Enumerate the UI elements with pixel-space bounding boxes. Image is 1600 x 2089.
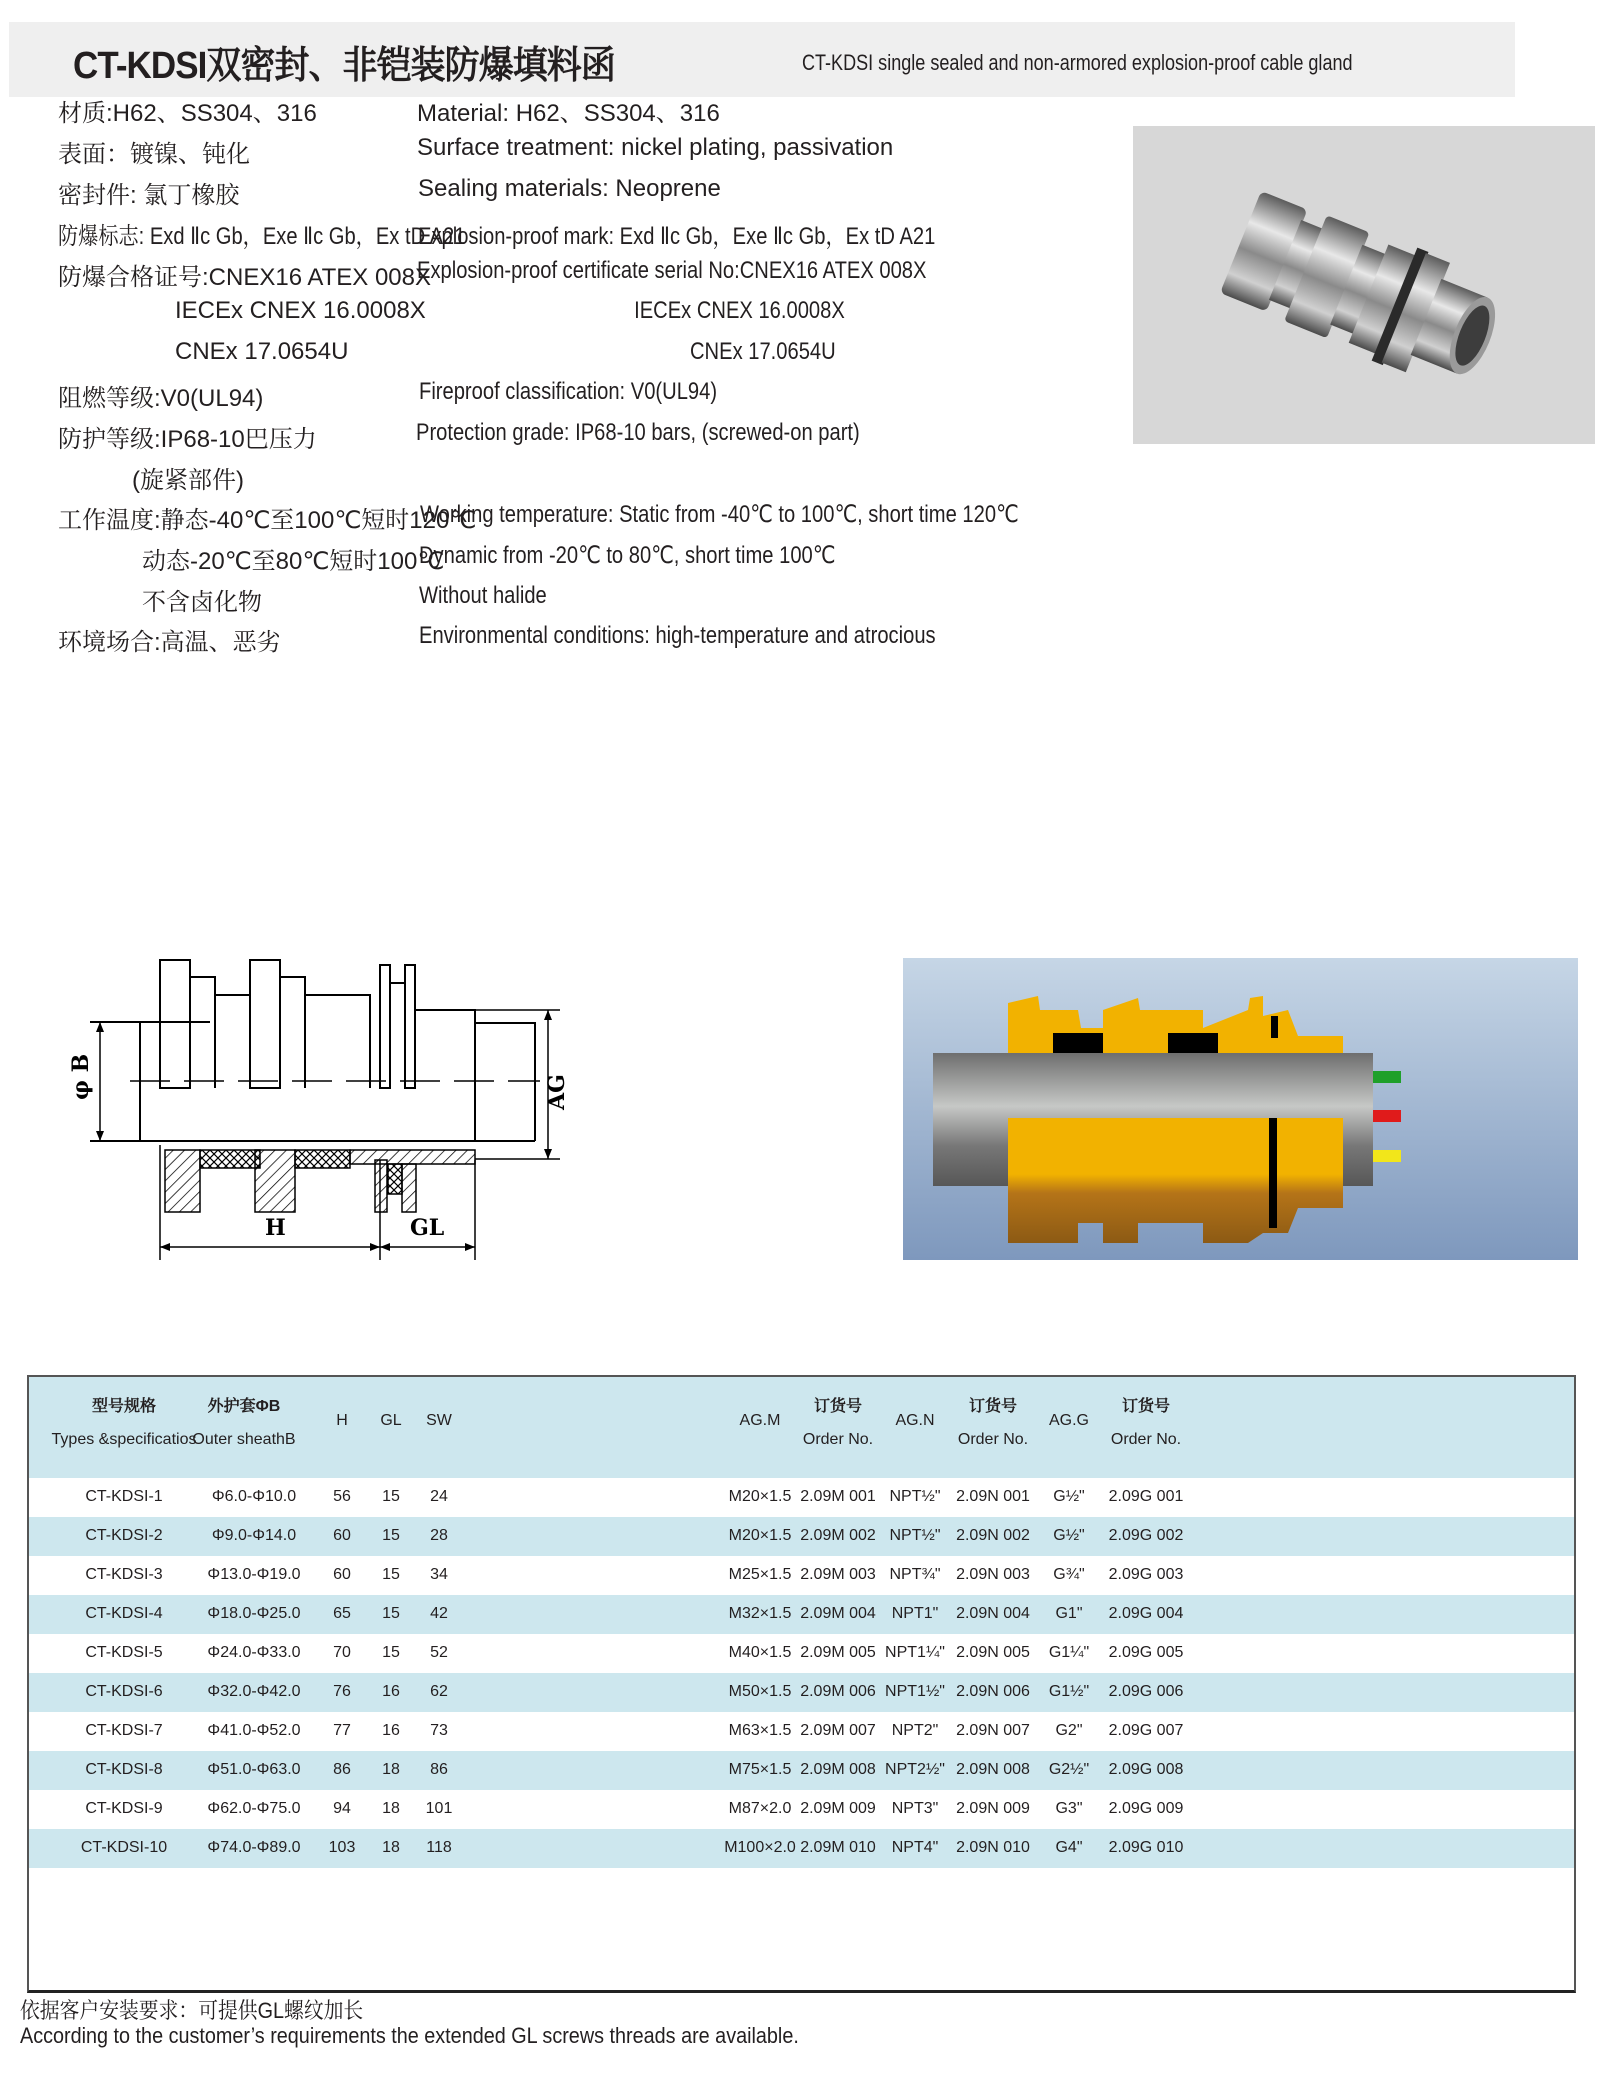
- cell-om: 2.09M 004: [800, 1605, 876, 1622]
- cell-og: 2.09G 005: [1108, 1644, 1184, 1661]
- cell-agn: NPT½": [889, 1527, 941, 1544]
- cell-og: 2.09G 001: [1108, 1488, 1184, 1505]
- cell-og: 2.09G 003: [1108, 1566, 1184, 1583]
- cell-agn: NPT3": [891, 1800, 939, 1817]
- th-order-cn-m: 订货号: [813, 1398, 863, 1415]
- spec-en-temp-dynamic: Dynamic from -20℃ to 80℃, short time 100℃: [419, 542, 836, 569]
- cell-og: 2.09G 009: [1108, 1800, 1184, 1817]
- cell-sheath: Φ6.0-Φ10.0: [211, 1488, 297, 1505]
- th-sheath-en: Outer sheathB: [192, 1431, 296, 1448]
- table-row: [29, 1517, 1574, 1556]
- cell-type: CT-KDSI-2: [85, 1527, 163, 1544]
- table-row: [29, 1712, 1574, 1751]
- cell-sw: 73: [430, 1722, 448, 1739]
- cell-type: CT-KDSI-4: [85, 1605, 163, 1622]
- cell-og: 2.09G 002: [1108, 1527, 1184, 1544]
- table-row: [29, 1478, 1574, 1517]
- cell-type: CT-KDSI-1: [85, 1488, 163, 1505]
- cell-on: 2.09N 002: [956, 1527, 1030, 1544]
- th-agm: AG.M: [739, 1412, 781, 1429]
- cell-h: 60: [333, 1566, 351, 1583]
- cell-agm: M32×1.5: [728, 1605, 792, 1622]
- spec-cn-iecex: IECEx CNEX 16.0008X: [175, 297, 426, 324]
- th-h: H: [336, 1412, 348, 1429]
- cell-om: 2.09M 006: [800, 1683, 876, 1700]
- cell-gl: 15: [382, 1605, 400, 1622]
- cell-og: 2.09G 006: [1108, 1683, 1184, 1700]
- cell-gl: 16: [382, 1683, 400, 1700]
- cell-sheath: Φ62.0-Φ75.0: [207, 1800, 301, 1817]
- cell-sw: 118: [426, 1839, 452, 1856]
- cell-type: CT-KDSI-5: [85, 1644, 163, 1661]
- spec-cn-temp-dynamic: 动态-20℃至80℃短时100℃: [142, 548, 445, 575]
- spec-cn-certificate: 防爆合格证号:CNEX16 ATEX 008X: [58, 264, 432, 291]
- cell-sheath: Φ74.0-Φ89.0: [207, 1839, 301, 1856]
- cell-og: 2.09G 008: [1108, 1761, 1184, 1778]
- cell-sheath: Φ13.0-Φ19.0: [207, 1566, 301, 1583]
- cell-type: CT-KDSI-9: [85, 1800, 163, 1817]
- spec-en-iecex: IECEx CNEX 16.0008X: [634, 297, 845, 324]
- spec-en-material: Material: H62、SS304、316: [417, 100, 720, 127]
- spec-cn-protection-note: (旋紧部件): [132, 467, 244, 494]
- cell-agg: G½": [1053, 1488, 1085, 1505]
- cell-om: 2.09M 003: [800, 1566, 876, 1583]
- cell-agg: G1½": [1048, 1683, 1090, 1700]
- cell-om: 2.09M 010: [800, 1839, 876, 1856]
- cell-sheath: Φ24.0-Φ33.0: [207, 1644, 301, 1661]
- cell-agg: G¾": [1053, 1566, 1085, 1583]
- cell-agm: M87×2.0: [728, 1800, 792, 1817]
- cell-sheath: Φ32.0-Φ42.0: [207, 1683, 301, 1700]
- cell-agn: NPT2": [891, 1722, 939, 1739]
- label-gl: GL: [410, 1215, 445, 1241]
- table-header: [29, 1377, 1574, 1478]
- cell-sw: 24: [430, 1488, 448, 1505]
- th-order-en-g: Order No.: [1110, 1431, 1182, 1448]
- cell-h: 65: [333, 1605, 351, 1622]
- cell-gl: 15: [382, 1527, 400, 1544]
- cross-section-render: [903, 958, 1578, 1260]
- cell-on: 2.09N 005: [956, 1644, 1030, 1661]
- cell-agm: M100×2.0: [724, 1839, 796, 1856]
- cell-agg: G1¼": [1048, 1644, 1090, 1661]
- th-agn: AG.N: [895, 1412, 935, 1429]
- th-order-en-n: Order No.: [957, 1431, 1029, 1448]
- cell-agn: NPT4": [891, 1839, 939, 1856]
- table-row: [29, 1829, 1574, 1868]
- spec-en-protection: Protection grade: IP68-10 bars, (screwed-on part): [416, 419, 860, 446]
- cell-gl: 18: [382, 1761, 400, 1778]
- cell-on: 2.09N 004: [956, 1605, 1030, 1622]
- spec-en-ex-mark: Explosion-proof mark: Exd Ⅱc Gb，Exe Ⅱc Gb，Ex tD A21: [418, 223, 936, 250]
- cell-om: 2.09M 008: [800, 1761, 876, 1778]
- cell-agn: NPT1": [891, 1605, 939, 1622]
- cell-om: 2.09M 005: [800, 1644, 876, 1661]
- cell-agn: NPT2½": [885, 1761, 945, 1778]
- table-row: [29, 1556, 1574, 1595]
- th-type-en: Types &specificatios: [51, 1431, 197, 1448]
- page-title: CT-KDSI双密封、非铠装防爆填料函: [73, 45, 615, 87]
- cell-agg: G½": [1053, 1527, 1085, 1544]
- cell-agn: NPT½": [889, 1488, 941, 1505]
- cell-sw: 52: [430, 1644, 448, 1661]
- spec-cn-environment: 环境场合:高温、恶劣: [58, 629, 281, 656]
- spec-en-surface: Surface treatment: nickel plating, passivation: [417, 134, 894, 161]
- spec-cn-halide: 不含卤化物: [142, 589, 262, 616]
- spec-cn-surface: 表面：镀镍、钝化: [58, 141, 250, 168]
- cell-og: 2.09G 010: [1108, 1839, 1184, 1856]
- cell-agm: M63×1.5: [728, 1722, 792, 1739]
- cell-on: 2.09N 006: [956, 1683, 1030, 1700]
- cell-sheath: Φ41.0-Φ52.0: [207, 1722, 301, 1739]
- cell-sheath: Φ51.0-Φ63.0: [207, 1761, 301, 1778]
- cell-agn: NPT¾": [889, 1566, 941, 1583]
- cell-sw: 42: [430, 1605, 448, 1622]
- table-row: [29, 1751, 1574, 1790]
- spec-cn-ex-mark: 防爆标志: Exd Ⅱc Gb，Exe Ⅱc Gb，Ex tD A21: [58, 223, 466, 250]
- cell-h: 56: [333, 1488, 351, 1505]
- cell-gl: 16: [382, 1722, 400, 1739]
- cell-h: 86: [333, 1761, 351, 1778]
- table-row: [29, 1634, 1574, 1673]
- spec-cn-protection: 防护等级:IP68-10巴压力: [58, 426, 317, 453]
- cell-h: 60: [333, 1527, 351, 1544]
- cell-on: 2.09N 010: [956, 1839, 1030, 1856]
- cell-gl: 18: [382, 1800, 400, 1817]
- cell-om: 2.09M 007: [800, 1722, 876, 1739]
- cell-agn: NPT1½": [885, 1683, 945, 1700]
- cell-sw: 101: [425, 1800, 453, 1817]
- table-row: [29, 1790, 1574, 1829]
- cell-og: 2.09G 007: [1108, 1722, 1184, 1739]
- cell-og: 2.09G 004: [1108, 1605, 1184, 1622]
- th-sheath-cn: 外护套ΦB: [207, 1398, 281, 1415]
- dimension-drawing: [68, 950, 790, 1280]
- page-subtitle: CT-KDSI single sealed and non-armored explosion-proof cable gland: [802, 50, 1353, 75]
- table-row: [29, 1673, 1574, 1712]
- label-h: H: [265, 1215, 286, 1241]
- spec-en-temp-static: Working temperature: Static from -40℃ to 100℃, short time 120℃: [420, 501, 1019, 528]
- cell-h: 77: [333, 1722, 351, 1739]
- cell-agn: NPT1¼": [885, 1644, 945, 1661]
- th-type-cn: 型号规格: [91, 1398, 157, 1415]
- cell-on: 2.09N 008: [956, 1761, 1030, 1778]
- label-ag: AG: [544, 1074, 570, 1110]
- cell-type: CT-KDSI-3: [85, 1566, 163, 1583]
- spec-cn-fireproof: 阻燃等级:V0(UL94): [58, 385, 264, 412]
- cell-om: 2.09M 002: [800, 1527, 876, 1544]
- cell-gl: 15: [382, 1488, 400, 1505]
- cell-gl: 15: [382, 1644, 400, 1661]
- cell-h: 70: [333, 1644, 351, 1661]
- table-row: [29, 1595, 1574, 1634]
- label-phi-b: φ B: [68, 1053, 94, 1100]
- cell-agg: G1": [1055, 1605, 1083, 1622]
- cell-agg: G2": [1055, 1722, 1083, 1739]
- spec-en-fireproof: Fireproof classification: V0(UL94): [419, 378, 718, 405]
- cell-agm: M25×1.5: [728, 1566, 792, 1583]
- cell-h: 94: [333, 1800, 351, 1817]
- cell-om: 2.09M 001: [800, 1488, 876, 1505]
- cell-agg: G2½": [1048, 1761, 1090, 1778]
- cell-agm: M20×1.5: [728, 1527, 792, 1544]
- cell-type: CT-KDSI-10: [80, 1839, 168, 1856]
- th-sw: SW: [426, 1412, 452, 1429]
- spec-cn-sealing: 密封件: 氯丁橡胶: [58, 182, 240, 209]
- cell-h: 76: [333, 1683, 351, 1700]
- cell-type: CT-KDSI-6: [85, 1683, 163, 1700]
- cell-on: 2.09N 009: [956, 1800, 1030, 1817]
- cell-agm: M20×1.5: [728, 1488, 792, 1505]
- cell-gl: 18: [382, 1839, 400, 1856]
- cell-agg: G4": [1055, 1839, 1083, 1856]
- cell-om: 2.09M 009: [800, 1800, 876, 1817]
- footer-note-cn: 依据客户安装要求：可提供GL螺纹加长: [20, 1998, 364, 2023]
- cross-section-image: [903, 958, 1578, 1260]
- spec-en-certificate: Explosion-proof certificate serial No:CNEX16 ATEX 008X: [417, 257, 927, 284]
- th-order-cn-g: 订货号: [1121, 1398, 1171, 1415]
- th-order-en-m: Order No.: [802, 1431, 874, 1448]
- cell-sheath: Φ9.0-Φ14.0: [211, 1527, 297, 1544]
- cell-agm: M75×1.5: [728, 1761, 792, 1778]
- technical-drawing: [68, 950, 790, 1280]
- th-gl: GL: [380, 1412, 402, 1429]
- cell-sheath: Φ18.0-Φ25.0: [207, 1605, 301, 1622]
- spec-en-sealing: Sealing materials: Neoprene: [418, 175, 721, 202]
- footer-note-en: According to the customer’s requirements the extended GL screws threads are available.: [20, 2023, 799, 2048]
- cell-type: CT-KDSI-8: [85, 1761, 163, 1778]
- cell-on: 2.09N 007: [956, 1722, 1030, 1739]
- spec-cn-cnex: CNEx 17.0654U: [175, 338, 349, 365]
- spec-cn-temp-static: 工作温度:静态-40℃至100℃短时120℃: [58, 507, 477, 534]
- cell-on: 2.09N 003: [956, 1566, 1030, 1583]
- cell-agg: G3": [1055, 1800, 1083, 1817]
- th-agg: AG.G: [1048, 1412, 1090, 1429]
- cell-sw: 62: [430, 1683, 448, 1700]
- cable-gland-photo: [1133, 126, 1595, 444]
- cell-type: CT-KDSI-7: [85, 1722, 163, 1739]
- spec-table: [27, 1375, 1576, 1993]
- product-photo: [1133, 126, 1595, 444]
- cell-agm: M40×1.5: [728, 1644, 792, 1661]
- th-order-cn-n: 订货号: [968, 1398, 1018, 1415]
- cell-sw: 86: [430, 1761, 448, 1778]
- cell-agm: M50×1.5: [728, 1683, 792, 1700]
- spec-cn-material: 材质:H62、SS304、316: [58, 100, 317, 127]
- spec-en-environment: Environmental conditions: high-temperature and atrocious: [419, 622, 936, 649]
- cell-sw: 28: [430, 1527, 448, 1544]
- cell-gl: 15: [382, 1566, 400, 1583]
- cell-h: 103: [328, 1839, 356, 1856]
- spec-en-halide: Without halide: [419, 582, 547, 609]
- spec-en-cnex: CNEx 17.0654U: [690, 338, 836, 365]
- cell-sw: 34: [430, 1566, 448, 1583]
- cell-on: 2.09N 001: [956, 1488, 1030, 1505]
